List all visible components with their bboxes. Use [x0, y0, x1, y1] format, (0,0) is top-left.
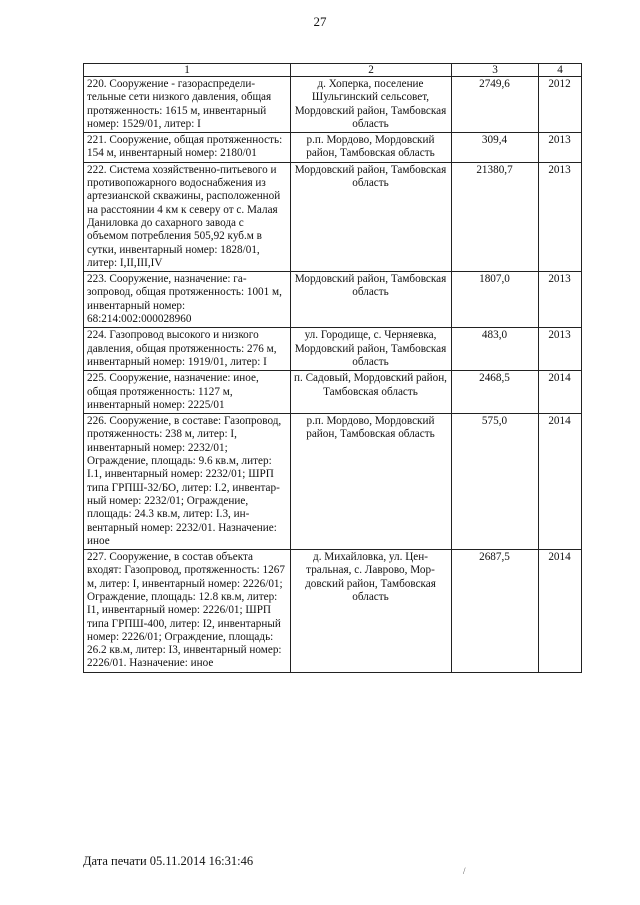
row-description: 222. Система хозяйственно-питьевого и противопожарного водоснабжения из артезианской скважины, расположенной на расстоянии 4 км к северу от с. Малая Даниловка до сахарного завода с объемом потребления 505,92 куб.м в сутки, инвентарный номер: 1828/01, литер: I,II,III,IV [84, 162, 291, 271]
row-value: 309,4 [452, 133, 539, 163]
row-description: 221. Сооружение, общая протяженность: 154 м, инвентарный номер: 2180/01 [84, 133, 291, 163]
column-header-2: 2 [291, 64, 452, 77]
table-row [84, 371, 582, 414]
row-value: 2687,5 [452, 550, 539, 673]
property-registry-table [83, 63, 582, 673]
print-date: Дата печати 05.11.2014 16:31:46 [83, 854, 254, 868]
table-header-row [84, 64, 582, 77]
row-value: 21380,7 [452, 162, 539, 271]
page-number: 27 [313, 14, 327, 29]
row-location: д. Михайловка, ул. Центральная, с. Лаврово, Мордовский район, Тамбовская область [291, 550, 452, 673]
row-description: 227. Сооружение, в состав объекта входят: Газопровод, протяженность: 1267 м, литер: I, инвентарный номер: 2226/01; Ограждение, площадь: 12.8 кв.м, литер: I1, инвентарный номер: 2226/01; ШРП типа ГРПШ-400, литер: I2, инвентарный номер: 2226/01; Ограждение, площадь: 26.2 кв.м, литер: I3, инвентарный номер: 2226/01. Назначение: иное [84, 550, 291, 673]
table-row [84, 414, 582, 550]
column-header-1: 1 [84, 64, 291, 77]
row-location: ул. Городище, с. Черняевка, Мордовский район, Тамбовская область [291, 328, 452, 371]
row-value: 483,0 [452, 328, 539, 371]
row-location: д. Хоперка, поселение Шульгинский сельсовет, Мордовский район, Тамбовская область [291, 77, 452, 133]
row-description: 220. Сооружение - газораспределительные сети низкого давления, общая протяженность: 1615 м, инвентарный номер: 1529/01, литер: I [84, 77, 291, 133]
table-row [84, 162, 582, 271]
row-location: р.п. Мордово, Мордовский район, Тамбовская область [291, 414, 452, 550]
row-year: 2013 [539, 328, 582, 371]
row-description: 224. Газопровод высокого и низкого давления, общая протяженность: 276 м, инвентарный номер: 1919/01, литер: I [84, 328, 291, 371]
row-year: 2012 [539, 77, 582, 133]
row-value: 2468,5 [452, 371, 539, 414]
row-description: 223. Сооружение, назначение: газопровод, общая протяженность: 1001 м, инвентарный номер: 68:214:002:000028960 [84, 272, 291, 328]
table-row [84, 272, 582, 328]
row-year: 2013 [539, 162, 582, 271]
row-location: Мордовский район, Тамбовская область [291, 162, 452, 271]
table-row [84, 328, 582, 371]
row-year: 2014 [539, 371, 582, 414]
column-header-3: 3 [452, 64, 539, 77]
column-header-4: 4 [539, 64, 582, 77]
row-description: 225. Сооружение, назначение: иное, общая протяженность: 1127 м, инвентарный номер: 2225/01 [84, 371, 291, 414]
row-year: 2013 [539, 272, 582, 328]
row-value: 2749,6 [452, 77, 539, 133]
row-value: 1807,0 [452, 272, 539, 328]
table-row [84, 133, 582, 163]
row-value: 575,0 [452, 414, 539, 550]
row-year: 2014 [539, 414, 582, 550]
row-location: Мордовский район, Тамбовская область [291, 272, 452, 328]
table-row [84, 77, 582, 133]
margin-mark: / [463, 866, 466, 876]
row-description: 226. Сооружение, в составе: Газопровод, протяженность: 238 м, литер: I, инвентарный номер: 2232/01; Ограждение, площадь: 9.6 кв.м, литер: I.1, инвентарный номер: 2232/01; ШРП типа ГРПШ-32/БО, литер: I.2, инвентарный номер: 2232/01; Ограждение, площадь: 24.3 кв.м, литер: I.3, инвентарный номер: 2232/01. Назначение: иное [84, 414, 291, 550]
row-location: р.п. Мордово, Мордовский район, Тамбовская область [291, 133, 452, 163]
row-location: п. Садовый, Мордовский район, Тамбовская область [291, 371, 452, 414]
row-year: 2014 [539, 550, 582, 673]
table-row [84, 550, 582, 673]
row-year: 2013 [539, 133, 582, 163]
